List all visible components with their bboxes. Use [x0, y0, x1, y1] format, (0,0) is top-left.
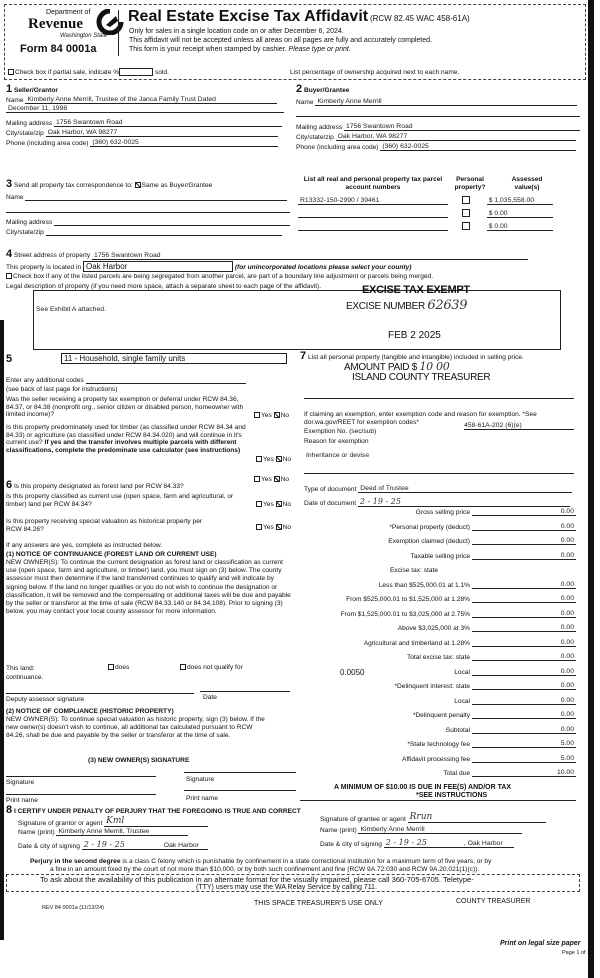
buyer-city-label: City/state/zip	[296, 134, 334, 141]
minimum-line	[300, 800, 576, 801]
fee-label: Subtotal	[445, 726, 470, 734]
header-divider	[118, 10, 119, 56]
ownership-note: List percentage of ownership acquired next to each name.	[290, 69, 460, 76]
amount-paid-handwritten: 10 00	[419, 360, 450, 373]
yes-checkbox[interactable]	[256, 456, 262, 462]
no-checkbox[interactable]	[276, 456, 282, 462]
located-select[interactable]: Oak Harbor	[83, 261, 233, 272]
page-title	[128, 8, 470, 26]
fee-row	[300, 766, 578, 778]
q1-answers	[254, 412, 289, 419]
grantee-name-label: Name (print)	[320, 827, 357, 834]
fee-row	[300, 679, 578, 691]
fee-value[interactable]: 0.00	[472, 639, 576, 647]
fee-label: *State technology fee	[407, 741, 470, 748]
q-forest-land: Is this property designated as forest land per RCW 84.33?	[13, 483, 184, 490]
assessed-value-field[interactable]: $ 0.00	[487, 210, 553, 218]
legal-label: Legal description of property (if you need more space, attach a separate sheet to each page of the affidavit).	[6, 283, 322, 290]
grantee-signature[interactable]: Rrun	[408, 812, 546, 823]
grantor-signature-label: Signature of grantor or agent	[18, 820, 103, 827]
signature-label-1: Signature	[6, 779, 35, 786]
fee-label: Local	[454, 668, 470, 676]
does-not-checkbox[interactable]	[180, 664, 186, 670]
alt-format-text-2: (TTY) users may use the WA Relay Service by calling 711.	[196, 884, 377, 891]
segregate-label: Check box if any of the listed parcels are being segregated from another parcel, are part of a boundary line adjustment or parcels being merged.	[13, 273, 434, 280]
personal-col-header: Personal property?	[454, 176, 486, 191]
property-street-row	[6, 248, 528, 260]
seller-name-field-2[interactable]: December 11, 1998	[6, 105, 284, 113]
reason-label: Reason for exemption	[304, 438, 369, 445]
fee-label: *Delinquent penalty	[412, 712, 470, 719]
scan-edge-left	[0, 320, 4, 940]
seller-section	[6, 83, 288, 147]
subtitle-3	[129, 46, 351, 53]
exemption-number-field[interactable]: 458-61A-202 (6)(e)	[464, 422, 574, 430]
fee-row	[300, 737, 578, 749]
q-exemption-deferral: Was the seller receiving a property tax exemption or deferral under RCW 84.36, 84.37, or 84.38 (nonprofit org., senior citizen or disabled person, homeowner with limited income)?	[6, 396, 244, 419]
continuance-label: continuance.	[6, 674, 44, 681]
grantee-name-field[interactable]: Kimberly Anne Merrill	[358, 826, 522, 834]
fee-label: Total excise tax: state	[406, 654, 470, 661]
signature-label-2: Signature	[186, 776, 215, 783]
buyer-phone-field[interactable]: (360) 632-0025	[380, 143, 576, 151]
partial-sale-row	[8, 68, 169, 76]
fee-row	[300, 694, 578, 706]
new-owner-signature-title: (3) NEW OWNER(S) SIGNATURE	[88, 757, 190, 764]
county-treasurer-label: COUNTY TREASURER	[456, 898, 531, 905]
buyer-title: Buyer/Grantee	[303, 87, 350, 94]
stamp-exempt: EXCISE TAX EXEMPT	[362, 284, 470, 296]
no-checkbox[interactable]	[276, 501, 282, 507]
yes-checkbox[interactable]	[256, 501, 262, 507]
corr-name-field-2[interactable]	[6, 205, 290, 213]
yes-label: Yes	[263, 501, 274, 508]
s6q1-answers	[254, 476, 289, 483]
owner-print-line-1[interactable]	[6, 794, 156, 795]
corr-city-label: City/state/zip	[6, 229, 44, 236]
yes-checkbox[interactable]	[256, 524, 262, 530]
notice-continuance-title: (1) NOTICE OF CONTINUANCE (FOREST LAND OR CURRENT USE)	[6, 551, 217, 558]
title-citation: (RCW 82.45 WAC 458-61A)	[369, 14, 470, 23]
no-label: No	[280, 476, 290, 483]
s6q2-answers	[256, 501, 291, 508]
corr-city-field[interactable]	[46, 228, 282, 236]
fee-label: Agricultural and timberland at 1.28%	[363, 639, 470, 647]
grantor-name-row	[18, 828, 188, 836]
assessed-value-field[interactable]: $ 0.00	[487, 223, 553, 231]
seller-title: Seller/Grantor	[13, 87, 58, 94]
treasurer-use-label: THIS SPACE TREASURER'S USE ONLY	[254, 900, 383, 907]
corr-name-field[interactable]	[25, 193, 287, 201]
grantor-signature[interactable]: Kml	[104, 816, 208, 827]
partial-sold-label: sold.	[154, 69, 169, 76]
reason-line	[304, 473, 574, 474]
grantor-signature-row	[18, 816, 208, 827]
perjury-bold: Perjury in the second degree	[30, 858, 121, 865]
certify-title	[6, 804, 301, 816]
logo-state: Washington State	[60, 33, 108, 39]
alt-format-text: To ask about the availability of this publication in an alternate format for the visually impaired, please call 360-705-6705. Teletype-	[40, 875, 474, 884]
partial-sale-checkbox[interactable]	[8, 69, 14, 75]
fee-value[interactable]: 0.00	[472, 682, 576, 690]
fee-value[interactable]: 5.00	[472, 740, 576, 748]
fee-label: From $1,525,000.01 to $3,025,000 at 2.75%	[340, 610, 470, 618]
fee-value[interactable]: 0.00	[472, 668, 576, 676]
fee-value[interactable]: 0.00	[472, 523, 576, 531]
subtitle-3-italic: Please type or print.	[288, 46, 351, 53]
stamp-date: FEB 2 2025	[388, 330, 441, 341]
fee-row	[300, 621, 578, 633]
grantor-name-label: Name (print)	[18, 829, 55, 836]
does-not-option	[180, 664, 243, 671]
fee-row	[300, 650, 578, 662]
notice-compliance-text: NEW OWNER(S): To continue special valuation as historic property, sign (3) below. If the new owner(s) doesn't wish to continue, all additional tax calculated pursuant to RCW 84.26, shall be due and payable by the seller or transferor at the time of sale.	[6, 716, 265, 740]
segregate-row	[6, 273, 433, 280]
additional-codes-note: (see back of last page for instructions)	[6, 386, 118, 393]
grantee-name-row	[320, 826, 522, 834]
grantor-date-label: Date & city of signing	[18, 843, 80, 850]
grantee-date-label: Date & city of signing	[320, 841, 382, 848]
street-field[interactable]: 1756 Swantown Road	[92, 252, 528, 260]
section-6-q1	[6, 479, 184, 491]
same-as-buyer-label: Same as Buyer/Grantee	[141, 182, 213, 189]
fee-row	[300, 505, 578, 517]
scan-edge	[588, 0, 594, 978]
correspondence-label: Send all property tax correspondence to:	[13, 182, 133, 189]
revision-code: REV 84 0001a (11/13/24)	[42, 905, 104, 911]
seller-city-label: City/state/zip	[6, 130, 44, 137]
grantor-city-field[interactable]: Oak Harbor	[152, 842, 208, 850]
doc-date-field[interactable]: 2 - 19 - 25	[358, 497, 570, 507]
no-label: No	[282, 456, 292, 463]
fee-row	[300, 665, 578, 677]
fee-row	[300, 636, 578, 648]
parcel-number-field[interactable]	[298, 222, 448, 231]
stamp-treasurer: ISLAND COUNTY TREASURER	[352, 372, 491, 383]
page-number: Page 1 of 1	[562, 950, 591, 956]
fee-label: Above $3,025,000 at 3%	[397, 625, 470, 632]
fee-row	[300, 723, 578, 735]
section-number: 7	[300, 350, 307, 362]
buyer-city-field[interactable]: Oak Harbor, WA 98277	[336, 133, 576, 141]
amount-paid-label: AMOUNT PAID $	[344, 362, 417, 373]
legal-paper-note: Print on legal size paper	[500, 940, 581, 947]
buyer-section	[296, 83, 584, 151]
section-number: 6	[6, 479, 13, 491]
partial-sale-label: Check box if partial sale, indicate %	[15, 69, 120, 76]
fee-label: *Delinquent interest: state	[394, 683, 470, 690]
certify-text: I CERTIFY UNDER PENALTY OF PERJURY THAT THE FOREGOING IS TRUE AND CORRECT	[13, 808, 301, 815]
seller-phone-label: Phone (including area code)	[6, 140, 89, 147]
grantee-date-row	[320, 838, 514, 848]
perjury-text-2: a fine in an amount fixed by the court of not more than $10,000, or by both such confinement and fine (RCW 9A.72.030 and RCW 9A.20.021(1)(c)).	[50, 866, 480, 873]
logo-dept: Department of	[46, 9, 91, 16]
fee-label: Exemption claimed (deduct)	[388, 538, 470, 545]
fee-label: Total due	[443, 770, 470, 777]
fee-value[interactable]: 0.00	[472, 610, 576, 618]
grantor-date-field[interactable]: 2 - 19 - 25	[82, 840, 152, 850]
correspondence-section	[6, 178, 288, 236]
does-option	[108, 664, 129, 671]
no-checkbox[interactable]	[276, 524, 282, 530]
fee-value[interactable]: 10.00	[472, 769, 576, 777]
deputy-signature-label: Deputy assessor signature	[6, 696, 85, 703]
fee-value[interactable]: 0.00	[472, 537, 576, 545]
local-rate: 0.0050	[340, 667, 365, 677]
fee-value[interactable]: 0.00	[472, 697, 576, 705]
personal-property-line[interactable]	[304, 398, 574, 399]
grantor-name-field[interactable]: Kimberly Anne Merrill, Trustee	[56, 828, 188, 836]
print-name-label-1: Print name	[6, 797, 38, 804]
seller-name-label: Name	[6, 97, 24, 104]
fee-label: Taxable selling price	[410, 552, 470, 560]
see-instructions: *SEE INSTRUCTIONS	[416, 792, 488, 799]
no-checkbox[interactable]	[274, 412, 280, 418]
fee-value[interactable]: 0.00	[472, 595, 576, 603]
q2-text: Is this property predominately used for timber (as classified under RCW 84.34 and 84.33) or agriculture (as classified under RCW 84.34.020) and will continue in it's current use?	[6, 424, 246, 447]
land-use-code-select[interactable]: 11 - Household, single family units	[61, 353, 287, 364]
segregate-checkbox[interactable]	[6, 273, 12, 279]
seller-name-field[interactable]: Kimberly Anne Merrill, Trustee of the Janca Family Trust Dated	[25, 96, 277, 104]
fee-row	[300, 752, 578, 764]
no-label: No	[282, 501, 292, 508]
deputy-date-label: Date	[203, 694, 217, 701]
buyer-mail-label: Mailing address	[296, 124, 343, 131]
doc-date-label: Date of document	[304, 500, 357, 507]
parcel-row	[298, 209, 553, 218]
fee-value[interactable]: 0.00	[472, 581, 576, 589]
deputy-date-line[interactable]	[200, 691, 290, 692]
form-number: Form 84 0001a	[20, 43, 97, 55]
does-label: does	[115, 664, 130, 671]
fee-row	[300, 520, 578, 532]
notice-continuance-text: NEW OWNER(S): To continue the current designation as forest land or classification as current use (open space, farm and agriculture, or timber) land, you must sign on (3) below. The county assessor must then determine if the land transferred continues to qualify and will indicate by signing below. If the land no longer qualifies or you do not wish to continue the designation or classification, it will be removed and the compensating or additional taxes will be due and payable by the seller or transferor at the time of sale (RCW 84.33.140 or 84.34.108). Prior to signing (3) below, you may contact your local county assessor for more information.	[6, 559, 291, 616]
fee-label: Excise tax: state	[389, 567, 438, 574]
stamp-excise-number	[346, 298, 467, 313]
perjury-notice	[30, 858, 491, 865]
yes-label: Yes	[261, 476, 272, 483]
q-current-use: Is this property classified as current use (open space, farm and agricultural, or timber) land per RCW 84.34?	[6, 493, 234, 508]
doc-type-field[interactable]: Deed of Trustee	[358, 485, 572, 493]
reason-field[interactable]: Inheritance or devise	[306, 452, 370, 459]
does-not-label: does not qualify for	[187, 664, 243, 671]
owner-print-line-2[interactable]	[184, 790, 296, 791]
stamp-number-handwritten: 62639	[427, 298, 468, 313]
fee-value[interactable]: 0.00	[472, 726, 576, 734]
section-number: 1	[6, 83, 13, 95]
q2-answers	[256, 456, 291, 463]
q-timber-agriculture	[6, 424, 250, 454]
fee-label: Less than $525,000.01 at 1.1%	[378, 581, 470, 589]
q-historic: Is this property receiving special valuation as historical property per RCW 84.26?	[6, 518, 203, 533]
logo-revenue: Revenue	[28, 16, 83, 32]
fee-label: *Personal property (deduct)	[389, 523, 470, 531]
located-label: This property is located in	[6, 264, 82, 271]
yes-label: Yes	[263, 524, 274, 531]
located-note: (for unincorporated locations please select your county)	[234, 264, 412, 271]
doc-type-row	[304, 485, 572, 493]
owner-signature-line-2[interactable]	[184, 772, 296, 773]
partial-percent-input[interactable]	[119, 68, 153, 76]
grantor-date-row	[18, 840, 208, 850]
deputy-signature-line[interactable]	[6, 693, 194, 694]
dor-logo-icon	[96, 9, 124, 35]
section-number: 8	[6, 804, 13, 816]
fee-row	[300, 534, 578, 546]
fee-row	[300, 592, 578, 604]
assessed-value-field[interactable]: $ 1,035,558.00	[487, 197, 553, 205]
perjury-text: is a class C felony which is punishable by confinement in a state correctional institution for a maximum term of five years, or by	[120, 858, 492, 865]
no-label: No	[282, 524, 292, 531]
stamp-excise-label: EXCISE NUMBER	[346, 301, 425, 312]
owner-signature-line-1[interactable]	[6, 776, 156, 777]
subtitle-2: This affidavit will not be accepted unless all areas on all pages are fully and accurately completed.	[129, 37, 432, 44]
seller-city-field[interactable]: Oak Harbor, WA 98277	[46, 129, 278, 137]
subtitle-3-text: This form is your receipt when stamped by cashier.	[129, 46, 287, 53]
parcel-number-field[interactable]	[298, 209, 448, 218]
fee-row	[300, 563, 578, 575]
seller-mail-label: Mailing address	[6, 120, 53, 127]
grantee-date-field[interactable]: 2 - 19 - 25	[384, 838, 462, 848]
corr-mail-field[interactable]	[54, 218, 290, 226]
this-land-label: This land:	[6, 665, 35, 672]
fee-value[interactable]: 0.00	[472, 624, 576, 632]
buyer-name-label: Name	[296, 99, 314, 106]
does-checkbox[interactable]	[108, 664, 114, 670]
yes-label: Yes	[263, 456, 274, 463]
fee-value[interactable]: 0.00	[472, 508, 576, 516]
q2-bold: If yes and the transfer involves multiple parcels with different classifications, complete the predominate use calculator (see instructions)	[6, 439, 241, 454]
exemption-instructions: If claiming an exemption, enter exemption code and reason for exemption. *See dor.wa.gov/REET for exemption codes*	[304, 411, 537, 426]
buyer-mail-field[interactable]: 1756 Swantown Road	[344, 123, 580, 131]
fee-value[interactable]: 5.00	[472, 755, 576, 763]
section-number: 4	[6, 248, 13, 260]
personal-property-checkbox[interactable]	[462, 209, 470, 217]
additional-codes-row	[6, 376, 246, 384]
fee-value[interactable]: 0.00	[472, 653, 576, 661]
yes-checkbox[interactable]	[254, 412, 260, 418]
grantee-city-field[interactable]: , Oak Harbor	[462, 840, 514, 848]
grantee-signature-label: Signature of grantee or agent	[320, 816, 406, 823]
buyer-phone-label: Phone (including area code)	[296, 144, 379, 151]
fee-label: Local	[454, 697, 470, 705]
exemption-number-label: Exemption No. (sec/sub)	[304, 428, 377, 435]
fee-label: Gross selling price	[415, 509, 470, 516]
fee-row	[300, 578, 578, 590]
print-name-label-2: Print name	[186, 795, 218, 802]
legal-description-text: See Exhibit A attached.	[36, 306, 106, 313]
fee-label: From $525,000.01 to $1,525,000 at 1.28%	[346, 596, 470, 603]
fee-label: Affidavit processing fee	[401, 755, 470, 763]
fee-row	[300, 607, 578, 619]
legal-description-box[interactable]	[33, 290, 561, 350]
yes-label: Yes	[261, 412, 272, 419]
seller-phone-field[interactable]: (360) 632-0025	[90, 139, 278, 147]
located-row	[6, 261, 411, 272]
parcel-number-field[interactable]: R13332-150-2990 / 39461	[298, 197, 448, 205]
buyer-name-field-2[interactable]	[296, 108, 580, 117]
fee-row	[300, 708, 578, 720]
personal-property-label: List all personal property (tangible and intangible) included in selling price.	[307, 354, 524, 361]
parcel-row	[298, 196, 553, 205]
if-yes-note: If any answers are yes, complete as instructed below.	[6, 542, 163, 549]
fee-value[interactable]: 0.00	[472, 552, 576, 560]
section-5	[6, 353, 296, 365]
additional-codes-field[interactable]	[86, 376, 246, 384]
section-number: 5	[6, 353, 13, 365]
parcel-row	[298, 222, 553, 231]
grantee-signature-row	[320, 812, 546, 823]
subtitle-1: Only for sales in a single location code on or after December 6, 2024.	[129, 28, 344, 35]
buyer-name-field[interactable]: Kimberly Anne Merrill	[315, 98, 577, 106]
title-text: Real Estate Excise Tax Affidavit	[128, 8, 369, 25]
corr-name-label: Name	[6, 194, 24, 201]
parcel-col-header: List all real and personal property tax parcel account numbers	[303, 176, 443, 191]
section-number: 2	[296, 83, 303, 95]
s6q3-answers	[256, 524, 291, 531]
additional-codes-label: Enter any additional codes	[6, 377, 84, 384]
notice-compliance-title: (2) NOTICE OF COMPLIANCE (HISTORIC PROPERTY)	[6, 708, 174, 715]
yes-checkbox[interactable]	[254, 476, 260, 482]
street-label: Street address of property	[13, 252, 91, 259]
fee-value[interactable]: 0.00	[472, 711, 576, 719]
seller-mail-field[interactable]: 1756 Swantown Road	[54, 119, 282, 127]
corr-mail-label: Mailing address	[6, 219, 53, 226]
personal-property-checkbox[interactable]	[462, 222, 470, 230]
no-checkbox[interactable]	[274, 476, 280, 482]
no-label: No	[280, 412, 290, 419]
doc-type-label: Type of document	[304, 486, 357, 493]
personal-property-checkbox[interactable]	[462, 196, 470, 204]
fee-row	[300, 549, 578, 561]
minimum-due-notice: A MINIMUM OF $10.00 IS DUE IN FEE(S) AND/OR TAX	[334, 784, 512, 791]
same-as-buyer-checkbox[interactable]	[135, 182, 141, 188]
assessed-col-header: Assessed value(s)	[511, 176, 543, 191]
section-number: 3	[6, 178, 13, 190]
